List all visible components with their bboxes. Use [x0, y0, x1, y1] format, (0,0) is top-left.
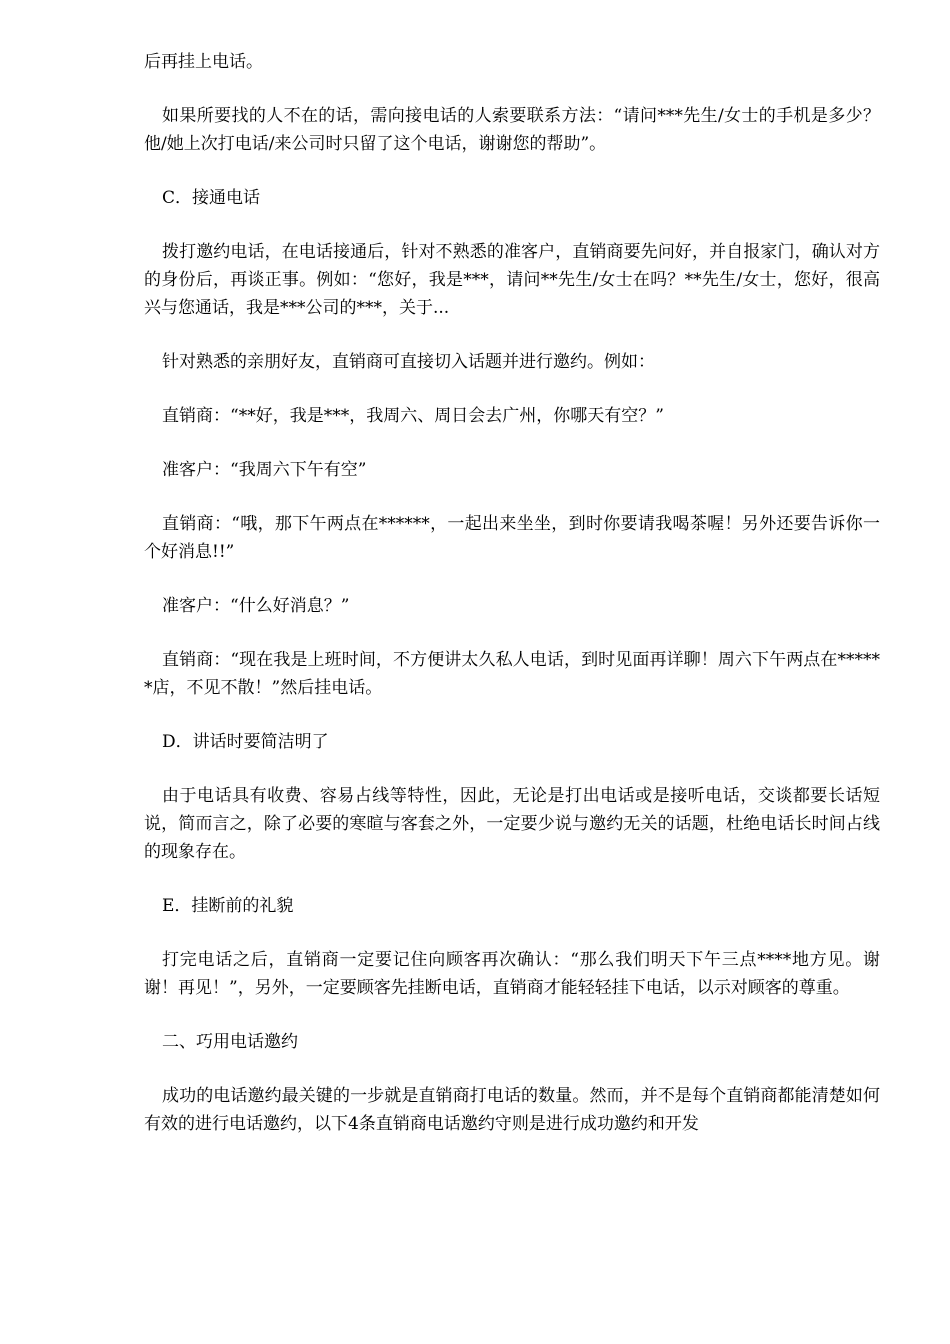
dialogue-line: 直销商：“哦，那下午两点在******，一起出来坐坐，到时你要请我喝茶喔！另外还要告诉你一个好消息!!” — [144, 514, 880, 562]
document-page — [144, 48, 880, 1138]
paragraph-gap — [144, 158, 880, 184]
dialogue-line: 直销商：“**好，我是***，我周六、周日会去广州，你哪天有空？” — [162, 406, 664, 426]
paragraph-gap — [144, 1002, 880, 1028]
paragraph-gap — [144, 484, 880, 510]
paragraph-gap — [144, 430, 880, 456]
paragraph-call-connected: 拨打邀约电话，在电话接通后，针对不熟悉的准客户，直销商要先问好，并自报家门，确认对方的身份后，再谈正事。例如：“您好，我是***，请问**先生/女士在吗？**先生/女士，您好，很高兴与您通话，我是***公司的***，关于... — [144, 242, 880, 318]
section-heading-two: 二、巧用电话邀约 — [162, 1032, 298, 1052]
section-heading-e: E．挂断前的礼貌 — [162, 896, 294, 916]
paragraph-gap — [144, 620, 880, 646]
paragraph-phone-invitation: 成功的电话邀约最关键的一步就是直销商打电话的数量。然而，并不是每个直销商都能清楚如何有效的进行电话邀约，以下4条直销商电话邀约守则是进行成功邀约和开发 — [144, 1086, 880, 1134]
paragraph-brevity: 由于电话具有收费、容易占线等特性，因此，无论是打出电话或是接听电话，交谈都要长话短说，简而言之，除了必要的寒暄与客套之外，一定要少说与邀约无关的话题，杜绝电话长时间占线的现象存在。 — [144, 786, 880, 862]
paragraph-gap — [144, 920, 880, 946]
dialogue-line: 准客户：“我周六下午有空” — [162, 460, 367, 480]
paragraph-gap — [144, 212, 880, 238]
paragraph-gap — [144, 376, 880, 402]
paragraph-continuation: 后再挂上电话。 — [144, 52, 263, 72]
section-heading-d: D．讲话时要简洁明了 — [162, 732, 329, 752]
paragraph-gap — [144, 702, 880, 728]
paragraph-gap — [144, 866, 880, 892]
paragraph-courtesy: 打完电话之后，直销商一定要记住向顾客再次确认：“那么我们明天下午三点****地方见。谢谢！再见！”，另外，一定要顾客先挂断电话，直销商才能轻轻挂下电话，以示对顾客的尊重。 — [144, 950, 880, 998]
paragraph-gap — [144, 1056, 880, 1082]
section-heading-c: C．接通电话 — [162, 188, 261, 208]
paragraph-gap — [144, 566, 880, 592]
paragraph-contact-method: 如果所要找的人不在的话，需向接电话的人索要联系方法：“请问***先生/女士的手机是多少？他/她上次打电话/来公司时只留了这个电话，谢谢您的帮助”。 — [144, 106, 880, 154]
dialogue-line: 准客户：“什么好消息？” — [162, 596, 350, 616]
paragraph-friends: 针对熟悉的亲朋好友，直销商可直接切入话题并进行邀约。例如： — [162, 352, 655, 372]
paragraph-gap — [144, 76, 880, 102]
paragraph-gap — [144, 756, 880, 782]
dialogue-line: 直销商：“现在我是上班时间，不方便讲太久私人电话，到时见面再详聊！周六下午两点在******店，不见不散！”然后挂电话。 — [144, 650, 880, 698]
paragraph-gap — [144, 322, 880, 348]
